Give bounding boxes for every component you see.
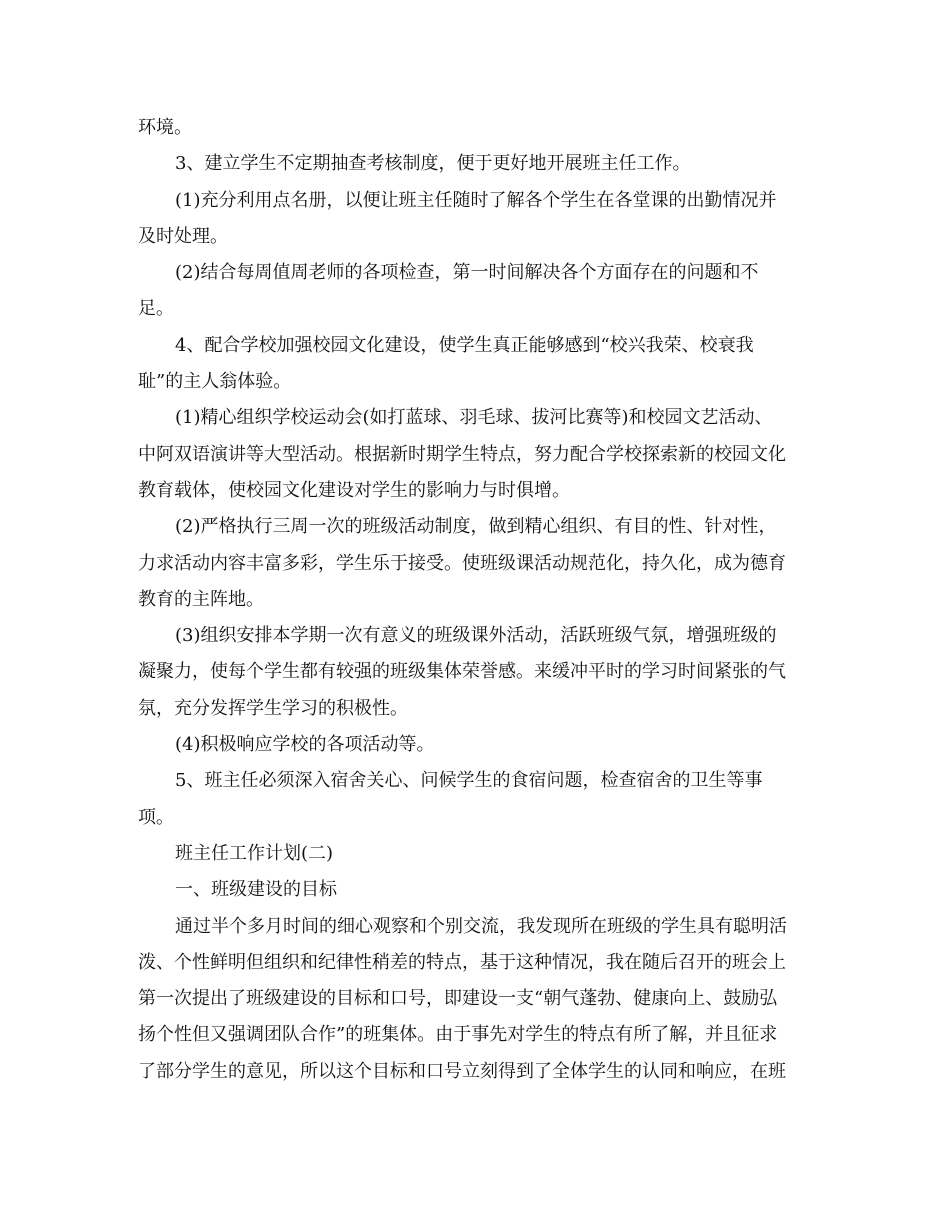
paragraph xyxy=(138,183,814,256)
paragraph xyxy=(138,110,814,146)
paragraph xyxy=(138,763,814,836)
paragraph xyxy=(138,255,814,328)
text-line: 氛，充分发挥学生学习的积极性。 xyxy=(138,697,408,719)
text-line: 教育的主阵地。 xyxy=(138,588,264,610)
text-line: (2)结合每周值周老师的各项检查，第一时间解决各个方面存在的问题和不 xyxy=(175,262,759,284)
section-title xyxy=(138,836,814,872)
text-line: 一、班级建设的目标 xyxy=(175,879,337,901)
text-line: 通过半个多月时间的细心观察和个别交流，我发现所在班级的学生具有聪明活 xyxy=(175,915,787,937)
paragraph xyxy=(138,618,814,727)
text-line: 了部分学生的意见，所以这个目标和口号立刻得到了全体学生的认同和响应，在班 xyxy=(138,1060,786,1082)
paragraph xyxy=(138,909,814,1090)
text-line: 足。 xyxy=(138,298,174,320)
text-line: 第一次提出了班级建设的目标和口号，即建设一支“朝气蓬勃、健康向上、鼓励弘 xyxy=(138,988,778,1010)
paragraph xyxy=(138,328,814,401)
text-line: (1)精心组织学校运动会(如打蓝球、羽毛球、拔河比赛等)和校园文艺活动、 xyxy=(175,407,773,429)
text-line: 班主任工作计划(二) xyxy=(175,842,334,864)
text-line: 扬个性但又强调团队合作”的班集体。由于事先对学生的特点有所了解，并且征求 xyxy=(138,1024,778,1046)
text-line: 泼、个性鲜明但组织和纪律性稍差的特点，基于这种情况，我在随后召开的班会上 xyxy=(138,951,786,973)
paragraph xyxy=(138,400,814,509)
text-line: 力求活动内容丰富多彩，学生乐于接受。使班级课活动规范化，持久化，成为德育 xyxy=(138,552,786,574)
text-line: (2)严格执行三周一次的班级活动制度，做到精心组织、有目的性、针对性， xyxy=(175,516,777,538)
text-line: 项。 xyxy=(138,806,174,828)
text-line: 凝聚力，使每个学生都有较强的班级集体荣誉感。来缓冲平时的学习时间紧张的气 xyxy=(138,661,786,683)
paragraph xyxy=(138,727,814,763)
document-page xyxy=(138,110,814,1090)
paragraph xyxy=(138,509,814,618)
text-line: 环境。 xyxy=(138,117,192,138)
text-line: (3)组织安排本学期一次有意义的班级课外活动，活跃班级气氛，增强班级的 xyxy=(175,625,777,647)
text-line: 3、建立学生不定期抽查考核制度，便于更好地开展班主任工作。 xyxy=(175,153,691,175)
section-heading xyxy=(138,872,814,908)
text-line: (4)积极响应学校的各项活动等。 xyxy=(175,734,435,756)
text-line: 耻”的主人翁体验。 xyxy=(138,371,292,393)
text-line: 5、班主任必须深入宿舍关心、问候学生的食宿问题，检查宿舍的卫生等事 xyxy=(175,770,763,792)
text-line: 及时处理。 xyxy=(138,225,228,247)
text-line: 中阿双语演讲等大型活动。根据新时期学生特点，努力配合学校探索新的校园文化 xyxy=(138,443,786,465)
text-line: (1)充分利用点名册，以便让班主任随时了解各个学生在各堂课的出勤情况并 xyxy=(175,189,777,211)
paragraph xyxy=(138,146,814,182)
text-line: 4、配合学校加强校园文化建设，使学生真正能够感到“校兴我荣、校衰我 xyxy=(175,334,754,356)
text-line: 教育载体，使校园文化建设对学生的影响力与时俱增。 xyxy=(138,479,570,501)
